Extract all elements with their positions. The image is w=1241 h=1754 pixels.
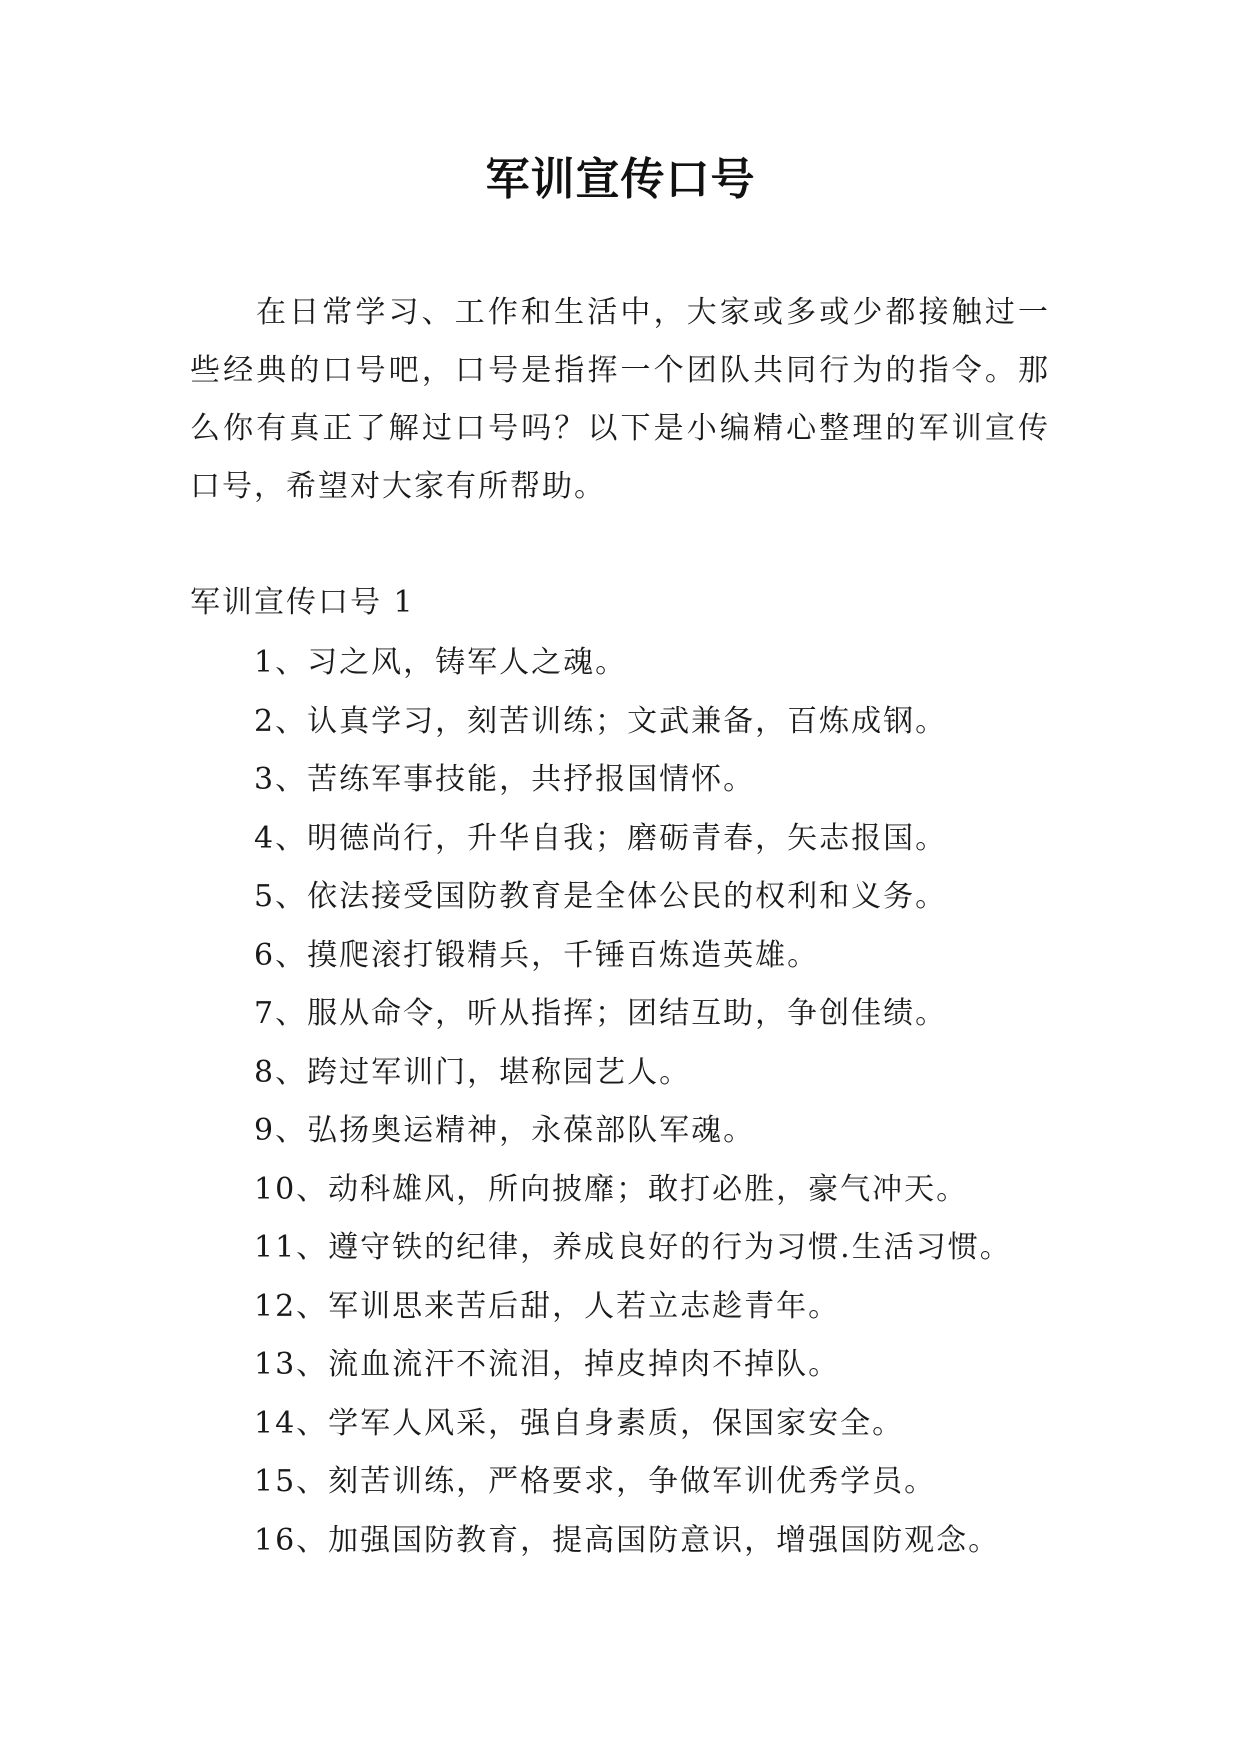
- slogan-item: 7、服从命令，听从指挥；团结互助，争创佳绩。: [254, 996, 948, 1031]
- slogan-item: 1、习之风，铸军人之魂。: [254, 645, 628, 680]
- slogan-item: 15、刻苦训练，严格要求，争做军训优秀学员。: [254, 1464, 937, 1499]
- slogan-item: 8、跨过军训门，堪称园艺人。: [254, 1054, 692, 1090]
- slogan-list: [254, 634, 1074, 1570]
- slogan-item: 16、加强国防教育，提高国防意识，增强国防观念。: [254, 1522, 1001, 1558]
- slogan-item: 2、认真学习，刻苦训练；文武兼备，百炼成钢。: [254, 703, 948, 739]
- slogan-item: 5、依法接受国防教育是全体公民的权利和义务。: [254, 879, 948, 914]
- slogan-item: 14、学军人风采，强自身素质，保国家安全。: [254, 1405, 905, 1441]
- intro-paragraph: 在日常学习、工作和生活中，大家或多或少都接触过一些经典的口号吧，口号是指挥一个团队共同行为的指令。那么你有真正了解过口号吗？以下是小编精心整理的军训宣传口号，希望对大家有所帮助。: [190, 295, 1050, 504]
- slogan-item: 12、军训思来苦后甜，人若立志趁青年。: [254, 1288, 841, 1324]
- slogan-item: 10、动科雄风，所向披靡；敢打必胜，豪气冲天。: [254, 1171, 969, 1207]
- section-heading: 军训宣传口号 1: [190, 585, 415, 620]
- slogan-item: 13、流血流汗不流泪，掉皮掉肉不掉队。: [254, 1347, 841, 1382]
- slogan-item: 6、摸爬滚打锻精兵，千锤百炼造英雄。: [254, 937, 820, 973]
- slogan-item: 3、苦练军事技能，共抒报国情怀。: [254, 762, 756, 797]
- slogan-item: 4、明德尚行，升华自我；磨砺青春，矢志报国。: [254, 820, 948, 856]
- slogan-item: 11、遵守铁的纪律，养成良好的行为习惯.生活习惯。: [254, 1230, 1012, 1265]
- document-title: 军训宣传口号: [485, 154, 756, 205]
- slogan-item: 9、弘扬奥运精神，永葆部队军魂。: [254, 1113, 756, 1148]
